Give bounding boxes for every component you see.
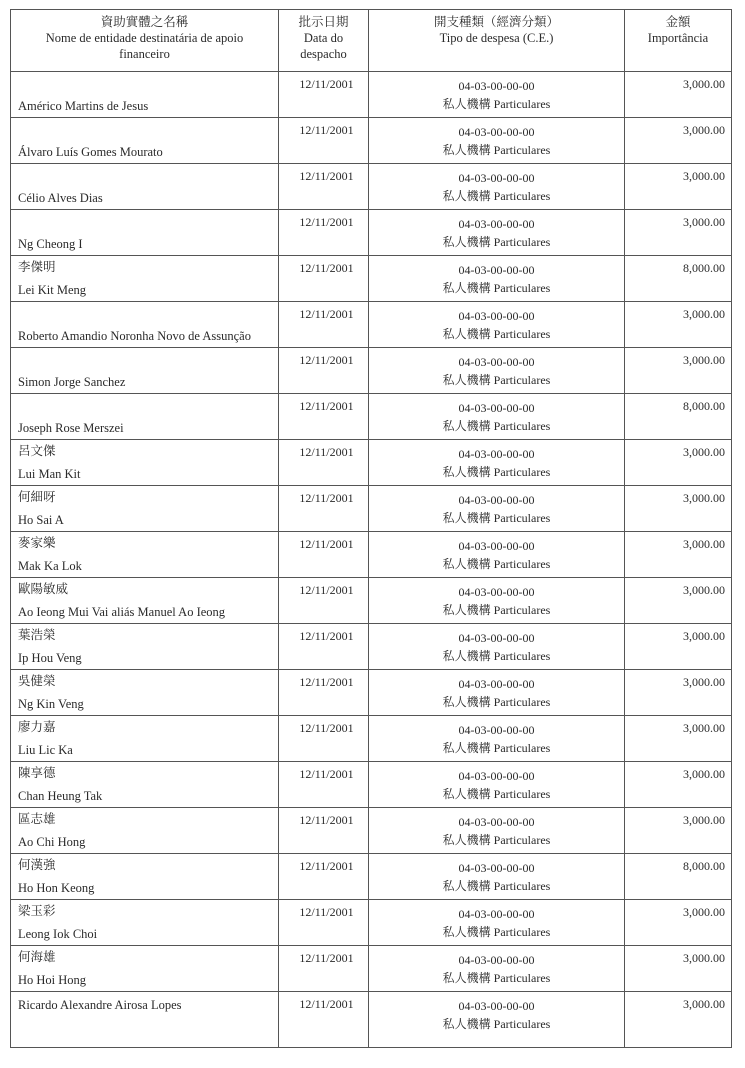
table-row (11, 992, 732, 1048)
amount-cell: 3,000.00 (625, 578, 732, 624)
expense-code: 04-03-00-00-00 (458, 769, 535, 783)
entity-name-portuguese: Lui Man Kit (18, 467, 81, 481)
entity-name-cell (11, 900, 279, 946)
entity-name-chinese: 何海雄 (18, 950, 56, 964)
expense-type-cell (369, 256, 625, 302)
dispatch-date-cell: 12/11/2001 (279, 900, 369, 946)
entity-name-cell (11, 532, 279, 578)
entity-name-portuguese: Álvaro Luís Gomes Mourato (18, 145, 163, 159)
expense-code: 04-03-00-00-00 (458, 907, 535, 921)
table-row (11, 808, 732, 854)
entity-name-chinese: 陳享德 (18, 766, 56, 780)
entity-name-portuguese: Ricardo Alexandre Airosa Lopes (18, 998, 182, 1012)
amount-cell: 3,000.00 (625, 486, 732, 532)
entity-name-cell (11, 578, 279, 624)
entity-name-portuguese: Liu Lic Ka (18, 743, 73, 757)
expense-category: 私人機構 Particulares (442, 603, 551, 617)
amount-cell: 3,000.00 (625, 624, 732, 670)
table-row (11, 302, 732, 348)
amount-cell: 3,000.00 (625, 716, 732, 762)
amount-cell: 3,000.00 (625, 808, 732, 854)
expense-type-cell (369, 854, 625, 900)
expense-type-cell (369, 578, 625, 624)
amount-cell: 3,000.00 (625, 900, 732, 946)
dispatch-date-cell: 12/11/2001 (279, 72, 369, 118)
expense-code: 04-03-00-00-00 (458, 401, 535, 415)
entity-name-portuguese: Joseph Rose Merszei (18, 421, 124, 435)
table-row (11, 210, 732, 256)
expense-code: 04-03-00-00-00 (458, 631, 535, 645)
entity-name-cell (11, 624, 279, 670)
expense-category: 私人機構 Particulares (442, 511, 551, 525)
header-amount: 金額 Importância (625, 10, 732, 72)
expense-category: 私人機構 Particulares (442, 925, 551, 939)
expense-category: 私人機構 Particulares (442, 1017, 551, 1031)
table-row (11, 72, 732, 118)
expense-type-cell (369, 118, 625, 164)
expense-type-cell (369, 716, 625, 762)
entity-name-chinese: 何細呀 (18, 490, 56, 504)
expense-code: 04-03-00-00-00 (458, 861, 535, 875)
entity-name-portuguese: Roberto Amandio Noronha Novo de Assunção (18, 329, 251, 343)
dispatch-date-cell: 12/11/2001 (279, 762, 369, 808)
table-row (11, 854, 732, 900)
entity-name-cell (11, 716, 279, 762)
entity-name-chinese: 廖力嘉 (18, 720, 56, 734)
amount-cell: 3,000.00 (625, 762, 732, 808)
entity-name-chinese: 呂文傑 (18, 444, 56, 458)
expense-type-cell (369, 532, 625, 578)
expense-code: 04-03-00-00-00 (458, 999, 535, 1013)
expense-category: 私人機構 Particulares (442, 971, 551, 985)
expense-category: 私人機構 Particulares (442, 879, 551, 893)
grant-list-document (10, 9, 731, 1048)
expense-type-cell (369, 624, 625, 670)
expense-category: 私人機構 Particulares (442, 465, 551, 479)
dispatch-date-cell: 12/11/2001 (279, 670, 369, 716)
table-row (11, 900, 732, 946)
entity-name-cell (11, 164, 279, 210)
expense-type-cell (369, 900, 625, 946)
expense-type-cell (369, 946, 625, 992)
entity-name-portuguese: Ao Chi Hong (18, 835, 86, 849)
entity-name-portuguese: Ao Ieong Mui Vai aliás Manuel Ao Ieong (18, 605, 226, 619)
dispatch-date-cell: 12/11/2001 (279, 946, 369, 992)
dispatch-date-cell: 12/11/2001 (279, 440, 369, 486)
table-row (11, 716, 732, 762)
expense-category: 私人機構 Particulares (442, 695, 551, 709)
expense-code: 04-03-00-00-00 (458, 677, 535, 691)
table-row (11, 762, 732, 808)
amount-cell: 3,000.00 (625, 210, 732, 256)
table-row (11, 118, 732, 164)
entity-name-portuguese: Ng Cheong I (18, 237, 83, 251)
expense-type-cell (369, 992, 625, 1048)
amount-cell: 8,000.00 (625, 854, 732, 900)
expense-category: 私人機構 Particulares (442, 373, 551, 387)
expense-type-cell (369, 394, 625, 440)
entity-name-cell (11, 762, 279, 808)
expense-category: 私人機構 Particulares (442, 649, 551, 663)
header-entity-name: 資助實體之名稱 Nome de entidade destinatária de apoio financeiro (11, 10, 279, 72)
expense-code: 04-03-00-00-00 (458, 539, 535, 553)
expense-code: 04-03-00-00-00 (458, 447, 535, 461)
dispatch-date-cell: 12/11/2001 (279, 302, 369, 348)
expense-type-cell (369, 670, 625, 716)
entity-name-cell (11, 256, 279, 302)
expense-code: 04-03-00-00-00 (458, 585, 535, 599)
table-row (11, 486, 732, 532)
header-expense-type: 開支種類（經濟分類） Tipo de despesa (C.E.) (369, 10, 625, 72)
expense-code: 04-03-00-00-00 (458, 355, 535, 369)
entity-name-chinese: 李傑明 (18, 260, 56, 274)
dispatch-date-cell: 12/11/2001 (279, 624, 369, 670)
entity-name-portuguese: Ho Hoi Hong (18, 973, 87, 987)
amount-cell: 3,000.00 (625, 532, 732, 578)
entity-name-portuguese: Chan Heung Tak (18, 789, 103, 803)
expense-type-cell (369, 210, 625, 256)
dispatch-date-cell: 12/11/2001 (279, 992, 369, 1048)
amount-cell: 3,000.00 (625, 440, 732, 486)
dispatch-date-cell: 12/11/2001 (279, 394, 369, 440)
entity-name-cell (11, 72, 279, 118)
entity-name-chinese: 麥家樂 (18, 536, 56, 550)
grant-table (10, 9, 732, 1048)
expense-category: 私人機構 Particulares (442, 281, 551, 295)
table-row (11, 578, 732, 624)
amount-cell: 8,000.00 (625, 256, 732, 302)
dispatch-date-cell: 12/11/2001 (279, 348, 369, 394)
expense-category: 私人機構 Particulares (442, 741, 551, 755)
entity-name-cell (11, 394, 279, 440)
entity-name-portuguese: Ho Sai A (18, 513, 64, 527)
amount-cell: 3,000.00 (625, 164, 732, 210)
dispatch-date-cell: 12/11/2001 (279, 486, 369, 532)
amount-cell: 3,000.00 (625, 302, 732, 348)
expense-code: 04-03-00-00-00 (458, 217, 535, 231)
expense-code: 04-03-00-00-00 (458, 263, 535, 277)
entity-name-portuguese: Ip Hou Veng (18, 651, 82, 665)
entity-name-cell (11, 210, 279, 256)
entity-name-portuguese: Ho Hon Keong (18, 881, 95, 895)
expense-category: 私人機構 Particulares (442, 189, 551, 203)
amount-cell: 3,000.00 (625, 118, 732, 164)
expense-category: 私人機構 Particulares (442, 787, 551, 801)
table-row (11, 394, 732, 440)
entity-name-cell (11, 118, 279, 164)
expense-type-cell (369, 164, 625, 210)
entity-name-chinese: 何漢強 (18, 858, 56, 872)
entity-name-cell (11, 854, 279, 900)
entity-name-chinese: 歐陽敏威 (18, 582, 69, 596)
entity-name-cell (11, 946, 279, 992)
entity-name-chinese: 葉浩榮 (18, 628, 56, 642)
expense-category: 私人機構 Particulares (442, 327, 551, 341)
expense-category: 私人機構 Particulares (442, 419, 551, 433)
expense-code: 04-03-00-00-00 (458, 815, 535, 829)
dispatch-date-cell: 12/11/2001 (279, 164, 369, 210)
expense-category: 私人機構 Particulares (442, 97, 551, 111)
dispatch-date-cell: 12/11/2001 (279, 256, 369, 302)
entity-name-portuguese: Célio Alves Dias (18, 191, 103, 205)
expense-code: 04-03-00-00-00 (458, 79, 535, 93)
entity-name-cell (11, 808, 279, 854)
expense-code: 04-03-00-00-00 (458, 171, 535, 185)
amount-cell: 3,000.00 (625, 348, 732, 394)
dispatch-date-cell: 12/11/2001 (279, 118, 369, 164)
entity-name-cell (11, 486, 279, 532)
entity-name-cell (11, 440, 279, 486)
dispatch-date-cell: 12/11/2001 (279, 716, 369, 762)
dispatch-date-cell: 12/11/2001 (279, 532, 369, 578)
amount-cell: 3,000.00 (625, 670, 732, 716)
amount-cell: 3,000.00 (625, 946, 732, 992)
expense-category: 私人機構 Particulares (442, 235, 551, 249)
dispatch-date-cell: 12/11/2001 (279, 854, 369, 900)
expense-type-cell (369, 440, 625, 486)
entity-name-portuguese: Lei Kit Meng (18, 283, 87, 297)
expense-type-cell (369, 72, 625, 118)
entity-name-cell (11, 992, 279, 1048)
expense-code: 04-03-00-00-00 (458, 493, 535, 507)
expense-type-cell (369, 486, 625, 532)
header-dispatch-date: 批示日期 Data do despacho (279, 10, 369, 72)
expense-code: 04-03-00-00-00 (458, 953, 535, 967)
entity-name-chinese: 吳健榮 (18, 674, 56, 688)
entity-name-chinese: 區志雄 (18, 812, 56, 826)
amount-cell: 8,000.00 (625, 394, 732, 440)
table-row (11, 164, 732, 210)
expense-category: 私人機構 Particulares (442, 557, 551, 571)
amount-cell: 3,000.00 (625, 72, 732, 118)
table-row (11, 946, 732, 992)
table-header-row (11, 10, 732, 72)
expense-category: 私人機構 Particulares (442, 833, 551, 847)
entity-name-chinese: 梁玉彩 (18, 904, 56, 918)
entity-name-cell (11, 348, 279, 394)
entity-name-portuguese: Simon Jorge Sanchez (18, 375, 126, 389)
amount-cell: 3,000.00 (625, 992, 732, 1048)
expense-type-cell (369, 348, 625, 394)
entity-name-portuguese: Américo Martins de Jesus (18, 99, 149, 113)
table-row (11, 670, 732, 716)
dispatch-date-cell: 12/11/2001 (279, 210, 369, 256)
dispatch-date-cell: 12/11/2001 (279, 578, 369, 624)
entity-name-cell (11, 302, 279, 348)
table-row (11, 532, 732, 578)
expense-code: 04-03-00-00-00 (458, 723, 535, 737)
table-row (11, 348, 732, 394)
expense-code: 04-03-00-00-00 (458, 309, 535, 323)
table-row (11, 624, 732, 670)
expense-category: 私人機構 Particulares (442, 143, 551, 157)
expense-type-cell (369, 302, 625, 348)
expense-code: 04-03-00-00-00 (458, 125, 535, 139)
dispatch-date-cell: 12/11/2001 (279, 808, 369, 854)
table-row (11, 440, 732, 486)
entity-name-cell (11, 670, 279, 716)
entity-name-portuguese: Mak Ka Lok (18, 559, 82, 573)
expense-type-cell (369, 808, 625, 854)
entity-name-portuguese: Leong Iok Choi (18, 927, 98, 941)
expense-type-cell (369, 762, 625, 808)
table-row (11, 256, 732, 302)
entity-name-portuguese: Ng Kin Veng (18, 697, 84, 711)
